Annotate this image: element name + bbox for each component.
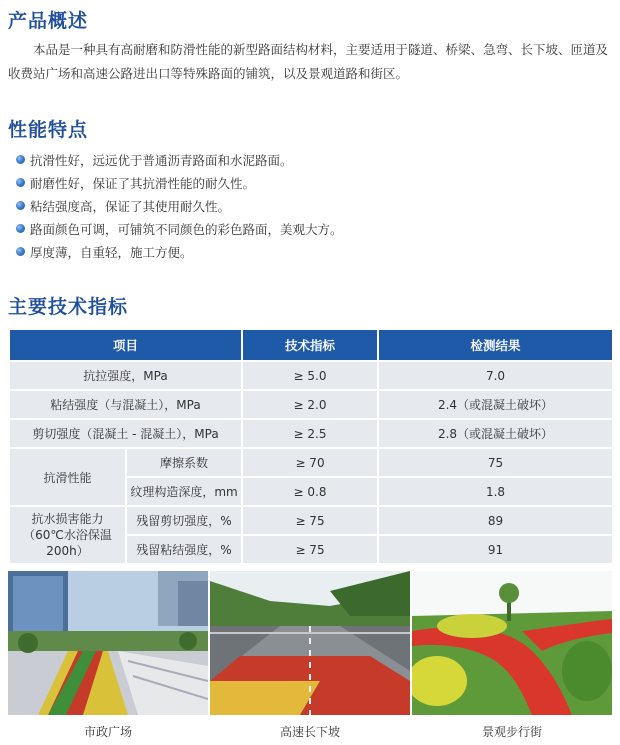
cell-spec: ≥ 5.0 [242, 361, 378, 390]
cell-item: 抗拉强度，MPa [9, 361, 242, 390]
bullet-icon [16, 247, 25, 256]
table-row [9, 506, 613, 535]
overview-title: 产品概述 [8, 10, 89, 32]
photo-strip [8, 571, 612, 715]
cell-result: 91 [378, 535, 613, 564]
caption-municipal-plaza: 市政广场 [83, 725, 132, 739]
cell-item: 残留粘结强度，% [126, 535, 242, 564]
feature-text: 粘结强度高，保证了其使用耐久性。 [30, 198, 231, 214]
feature-item [16, 240, 343, 263]
cell-item: 残留剪切强度，% [126, 506, 242, 535]
cell-spec: ≥ 2.0 [242, 390, 378, 419]
caption-highway-downslope: 高速长下坡 [279, 725, 340, 739]
header-spec: 技术指标 [242, 329, 378, 361]
cell-result: 2.4（或混凝土破坏） [378, 390, 613, 419]
features-title: 性能特点 [8, 119, 89, 141]
feature-item [16, 171, 343, 194]
feature-text: 厚度薄，自重轻，施工方便。 [30, 244, 193, 260]
cell-result: 1.8 [378, 477, 613, 506]
table-row [9, 419, 613, 448]
cell-spec: ≥ 2.5 [242, 419, 378, 448]
cell-item: 剪切强度（混凝土 - 混凝土），MPa [9, 419, 242, 448]
features-list [16, 148, 343, 263]
header-item: 项目 [9, 329, 242, 361]
group-label-line: 200h） [46, 544, 89, 558]
cell-item: 粘结强度（与混凝土），MPa [9, 390, 242, 419]
spec-table [8, 328, 614, 565]
photo-landscape-street [412, 571, 612, 715]
caption-landscape-street: 景观步行街 [481, 725, 542, 739]
photo-municipal-plaza [8, 571, 208, 715]
table-row [9, 361, 613, 390]
table-header-row [9, 329, 613, 361]
group-label-line: 抗水损害能力 [31, 512, 104, 526]
table-row [9, 448, 613, 477]
feature-text: 路面颜色可调，可铺筑不同颜色的彩色路面，美观大方。 [30, 221, 343, 237]
group-label-water [9, 506, 126, 564]
cell-spec: ≥ 70 [242, 448, 378, 477]
bullet-icon [16, 201, 25, 210]
feature-item [16, 148, 343, 171]
cell-result: 75 [378, 448, 613, 477]
feature-text: 抗滑性好，远远优于普通沥青路面和水泥路面。 [30, 152, 293, 168]
cell-result: 7.0 [378, 361, 613, 390]
cell-spec: ≥ 0.8 [242, 477, 378, 506]
cell-item: 纹理构造深度，mm [126, 477, 242, 506]
overview-text: 本品是一种具有高耐磨和防滑性能的新型路面结构材料，主要适用于隧道、桥梁、急弯、长下坡、匝道及收费站广场和高速公路进出口等特殊路面的铺筑，以及景观道路和街区。 [8, 42, 609, 81]
table-row [9, 390, 613, 419]
cell-result: 89 [378, 506, 613, 535]
feature-item [16, 217, 343, 240]
header-result: 检测结果 [378, 329, 613, 361]
group-label-line: （60℃水浴保温 [23, 528, 112, 542]
cell-result: 2.8（或混凝土破坏） [378, 419, 613, 448]
bullet-icon [16, 155, 25, 164]
photo-highway-downslope [210, 571, 410, 715]
bullet-icon [16, 178, 25, 187]
cell-item: 摩擦系数 [126, 448, 242, 477]
feature-text: 耐磨性好，保证了其抗滑性能的耐久性。 [30, 175, 256, 191]
feature-item [16, 194, 343, 217]
cell-spec: ≥ 75 [242, 506, 378, 535]
group-label-skid: 抗滑性能 [9, 448, 126, 506]
specs-title: 主要技术指标 [8, 296, 129, 318]
cell-spec: ≥ 75 [242, 535, 378, 564]
bullet-icon [16, 224, 25, 233]
